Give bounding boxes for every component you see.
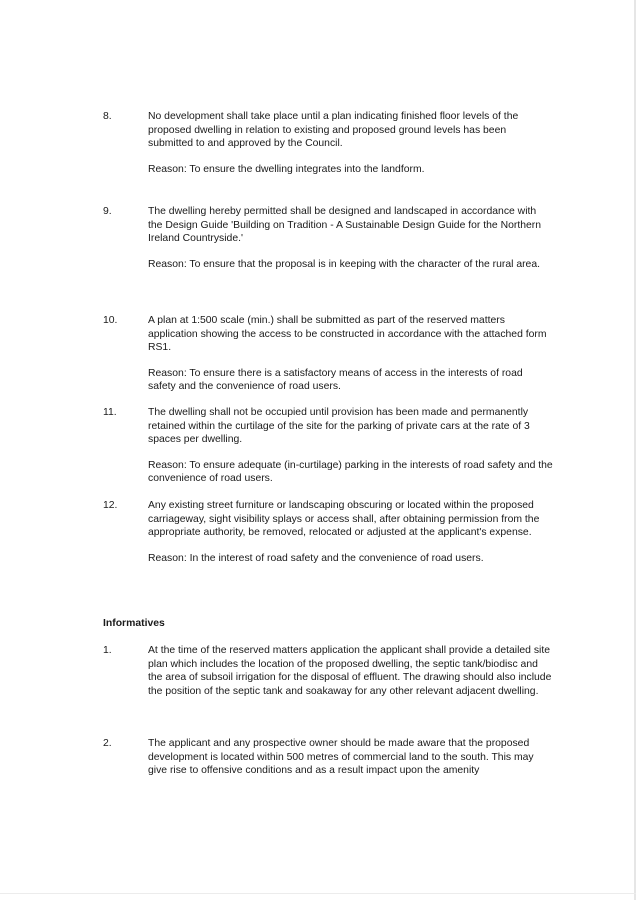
informative-number: 1. [103,645,112,656]
page-bottom-edge [0,893,636,894]
condition-reason: Reason: To ensure the dwelling integrates into the landform. [148,163,425,175]
condition-reason: Reason: In the interest of road safety and the convenience of road users. [148,552,484,564]
informative-text: The applicant and any prospective owner should be made aware that the proposed development is located within 500 metres of commercial land to the south. This may give rise to offensive conditions and as a result impact upon the amenity [148,738,534,777]
condition-number: 10. [103,315,118,326]
condition-10 [103,314,553,394]
condition-reason: Reason: To ensure adequate (in-curtilage) parking in the interests of road safety and the convenience of road users. [148,459,553,485]
condition-text: The dwelling shall not be occupied until provision has been made and permanently retained within the curtilage of the site for the parking of private cars at the rate of 3 spaces per dwelling. [148,407,530,446]
condition-number: 11. [103,407,117,418]
condition-reason: Reason: To ensure that the proposal is in keeping with the character of the rural area. [148,258,540,270]
informative-text: At the time of the reserved matters application the applicant shall provide a detailed site plan which includes the location of the proposed dwelling, the septic tank/biodisc and the area of subsoil irrigation for the disposal of effluent. The drawing should also include the position of the septic tank and soakaway for any other relevant adjacent dwelling. [148,645,552,697]
informative-2 [103,737,553,778]
condition-text: No development shall take place until a plan indicating finished floor levels of the proposed dwelling in relation to existing and proposed ground levels has been submitted to and approved by the Council. [148,111,519,150]
condition-number: 8. [103,111,112,122]
condition-reason: Reason: To ensure there is a satisfactory means of access in the interests of road safety and the convenience of road users. [148,367,523,393]
condition-text: A plan at 1:500 scale (min.) shall be submitted as part of the reserved matters application showing the access to be constructed in accordance with the attached form RS1. [148,315,547,354]
condition-number: 9. [103,206,112,217]
condition-text: The dwelling hereby permitted shall be designed and landscaped in accordance with the Design Guide 'Building on Tradition - A Sustainable Design Guide for the Northern Ireland Countryside.' [148,206,542,245]
condition-11 [103,406,553,486]
condition-text: Any existing street furniture or landscaping obscuring or located within the proposed carriageway, sight visibility splays or access shall, after obtaining permission from the appropriate authority, be removed, relocated or adjusted at the applicant's expense. [148,500,540,539]
condition-number: 12. [103,500,118,511]
condition-9 [103,205,553,271]
condition-12 [103,499,553,565]
informatives-heading: Informatives [103,618,165,629]
condition-8 [103,110,553,176]
informative-1 [103,644,553,698]
informative-number: 2. [103,738,112,749]
